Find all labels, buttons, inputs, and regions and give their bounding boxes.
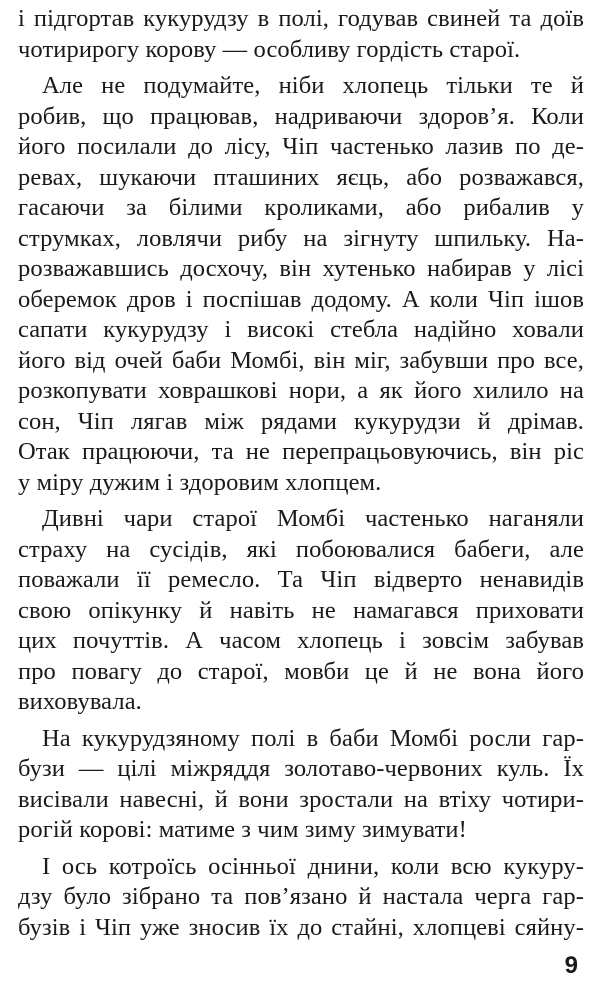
paragraph-2 <box>18 71 584 498</box>
page-number: 9 <box>564 952 578 979</box>
paragraph-1 <box>18 4 584 65</box>
text-line: Дивні чари старої Момбі частенько наганяли <box>42 505 584 532</box>
text-line: у міру дужим і здоровим хлопцем. <box>18 468 382 496</box>
text-line: дзу було зібрано та пов’язано й настала черга гар- <box>18 883 584 910</box>
text-line: висівали навесні, й вони зростали на втіху чотири- <box>18 785 584 813</box>
text-line: На кукурудзяному полі в баби Момбі росли гар- <box>42 724 584 752</box>
text-line: рогій корові: матиме з чим зиму зимувати! <box>18 816 467 843</box>
text-line: його посилали до лісу, Чіп частенько лазив по де- <box>18 133 584 160</box>
text-line: бузів і Чіп уже зносив їх до стайні, хлопцеві сяйну- <box>18 913 584 941</box>
text-line: сон, Чіп лягав між рядами кукурудзи й дрімав. <box>18 407 584 435</box>
text-line: свою опікунку й навіть не намагався приховати <box>18 596 584 624</box>
text-line: сапати кукурудзу і високі стебла надійно ховали <box>18 316 584 343</box>
text-line: страху на сусідів, які побоювалися бабеги, але <box>18 535 584 563</box>
paragraph-3 <box>18 504 584 718</box>
text-line: ревах, шукаючи пташиних яєць, або розважався, <box>18 163 584 191</box>
text-line: робив, що працював, надриваючи здоров’я. Коли <box>18 102 584 130</box>
text-line: про повагу до старої, мовби це й не вона його <box>18 657 584 685</box>
paragraph-5 <box>18 852 584 944</box>
text-line: чотирирогу корову — особливу гордість старої. <box>18 35 521 63</box>
text-line: гасаючи за білими кроликами, або рибалив у <box>18 194 584 221</box>
text-line: Але не подумайте, ніби хлопець тільки те й <box>42 72 584 99</box>
text-line: і підгортав кукурудзу в полі, годував свиней та доїв <box>18 5 584 32</box>
text-line: поважали її ремесло. Та Чіп відверто ненавидів <box>18 566 584 593</box>
text-line: бузи — цілі міжряддя золотаво-червоних куль. Їх <box>18 755 584 782</box>
text-line: його від очей баби Момбі, він міг, забувши про все, <box>18 346 584 374</box>
text-line: І ось котроїсь осінньої днини, коли всю кукуру- <box>42 852 584 880</box>
page-text <box>18 4 584 949</box>
text-line: оберемок дров і поспішав додому. А коли Чіп ішов <box>18 285 584 313</box>
text-line: розважавшись досхочу, він хутенько набирав у лісі <box>18 255 584 282</box>
text-line: виховувала. <box>18 688 142 715</box>
text-line: розкопувати ховрашкові нори, а як його хилило на <box>18 377 584 404</box>
paragraph-4 <box>18 724 584 846</box>
text-line: Отак працюючи, та не перепрацьовуючись, він ріс <box>18 438 584 465</box>
text-line: цих почуттів. А часом хлопець і зовсім забував <box>18 627 584 654</box>
text-line: струмках, ловлячи рибу на зігнуту шпильку. На- <box>18 224 584 252</box>
